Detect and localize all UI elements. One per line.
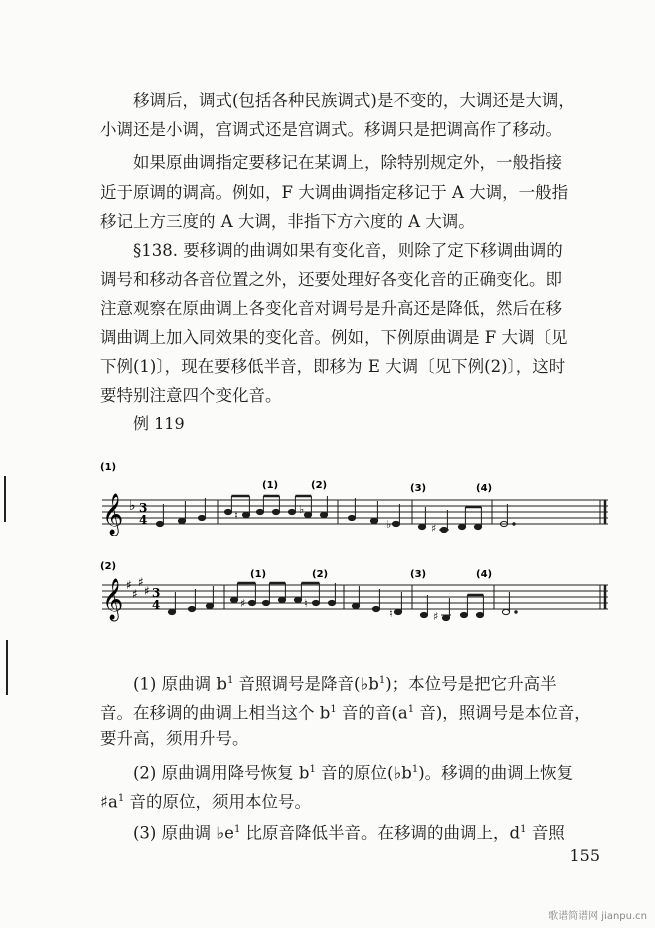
text-line: (1) 原曲调 $b^1$ 音照调号是降音$(♭b^1)$；本位号是把它升高半 xyxy=(133,674,557,694)
svg-text:♯: ♯ xyxy=(240,597,246,610)
text-line: 调曲调上加入同效果的变化音。例如，下例原曲调是 F 大调〔见 xyxy=(100,328,568,347)
music-staff-1 xyxy=(100,456,610,536)
text-line: 要特别注意四个变化音。 xyxy=(100,386,282,405)
treble-clef-icon: 𝄞 xyxy=(102,579,124,620)
text-line: 音。在移调的曲调上相当这个 $b^1$ 音的音($a^1$ 音)，照调号是本位音， xyxy=(100,703,591,723)
svg-text:♭: ♭ xyxy=(299,503,305,516)
staff-label: (1) xyxy=(100,462,117,473)
page-number: 155 xyxy=(569,846,600,865)
change-mark: (4) xyxy=(476,569,493,580)
text-line: 近于原调的调高。例如，F 大调曲调指定移记于 A 大调，一般指 xyxy=(100,183,569,202)
svg-text:♮: ♮ xyxy=(304,597,308,610)
notes-group-1 xyxy=(156,496,605,535)
svg-text:♯: ♯ xyxy=(433,610,439,623)
flat-icon: ♭ xyxy=(129,498,136,514)
change-mark: (3) xyxy=(410,569,427,580)
text-line: 如果原曲调指定要移记在某调上，除特别规定外，一般指接 xyxy=(133,153,562,172)
text-line: $♯a^1$ 音的原位，须用本位号。 xyxy=(100,792,311,812)
change-mark: (3) xyxy=(410,483,427,494)
staff-label: (2) xyxy=(100,561,117,572)
text-line: 移调后，调式(包括各种民族调式)是不变的，大调还是大调， xyxy=(133,91,575,110)
svg-text:♯: ♯ xyxy=(144,584,150,598)
watermark: 歌谱简谱网 jianpu.cn xyxy=(548,911,647,922)
time-signature-bottom: 4 xyxy=(139,513,148,527)
change-mark: (1) xyxy=(262,480,279,491)
text-line: 下例(1)〕，现在要移低半音，即移为 E 大调〔见下例(2)〕，这时 xyxy=(100,357,566,376)
time-signature-top: 3 xyxy=(139,501,148,515)
svg-text:♯: ♯ xyxy=(431,522,437,535)
svg-text:♯: ♯ xyxy=(138,575,144,589)
text-line: 注意观察在原曲调上各变化音对调号是升高还是降低，然后在移 xyxy=(100,299,562,318)
text-line: (3) 原曲调 $♭e^1$ 比原音降低半音。在移调的曲调上，$d^1$ 音照 xyxy=(133,823,565,843)
svg-text:♯: ♯ xyxy=(132,587,138,601)
music-staff-2 xyxy=(100,555,610,635)
text-line: 调号和移动各音位置之外，还要处理好各变化音的正确变化。即 xyxy=(100,270,562,289)
svg-text:♮: ♮ xyxy=(234,509,238,522)
margin-bar-top xyxy=(4,476,6,522)
change-mark: (2) xyxy=(312,569,329,580)
treble-clef-icon: 𝄞 xyxy=(102,494,124,535)
svg-text:♭: ♭ xyxy=(386,518,392,531)
svg-text:♮: ♮ xyxy=(389,607,393,620)
svg-text:♯: ♯ xyxy=(126,578,132,592)
text-line: 移记上方三度的 A 大调，非指下方六度的 A 大调。 xyxy=(100,212,475,231)
margin-bar-mid xyxy=(6,640,8,695)
text-line: §138. 要移调的曲调如果有变化音，则除了定下移调曲调的 xyxy=(133,241,563,260)
time-signature-bottom: 4 xyxy=(152,598,161,612)
change-mark: (4) xyxy=(476,483,493,494)
text-line: 小调还是小调，宫调式还是宫调式。移调只是把调高作了移动。 xyxy=(100,120,562,139)
change-mark: (2) xyxy=(311,480,328,491)
text-line: 要升高，须用升号。 xyxy=(100,729,249,748)
time-signature-top: 3 xyxy=(152,586,161,600)
example-label: 例 119 xyxy=(133,414,185,433)
change-mark: (1) xyxy=(250,569,267,580)
text-line: (2) 原曲调用降号恢复 $b^1$ 音的原位$(♭b^1)$。移调的曲调上恢复 xyxy=(133,763,574,783)
